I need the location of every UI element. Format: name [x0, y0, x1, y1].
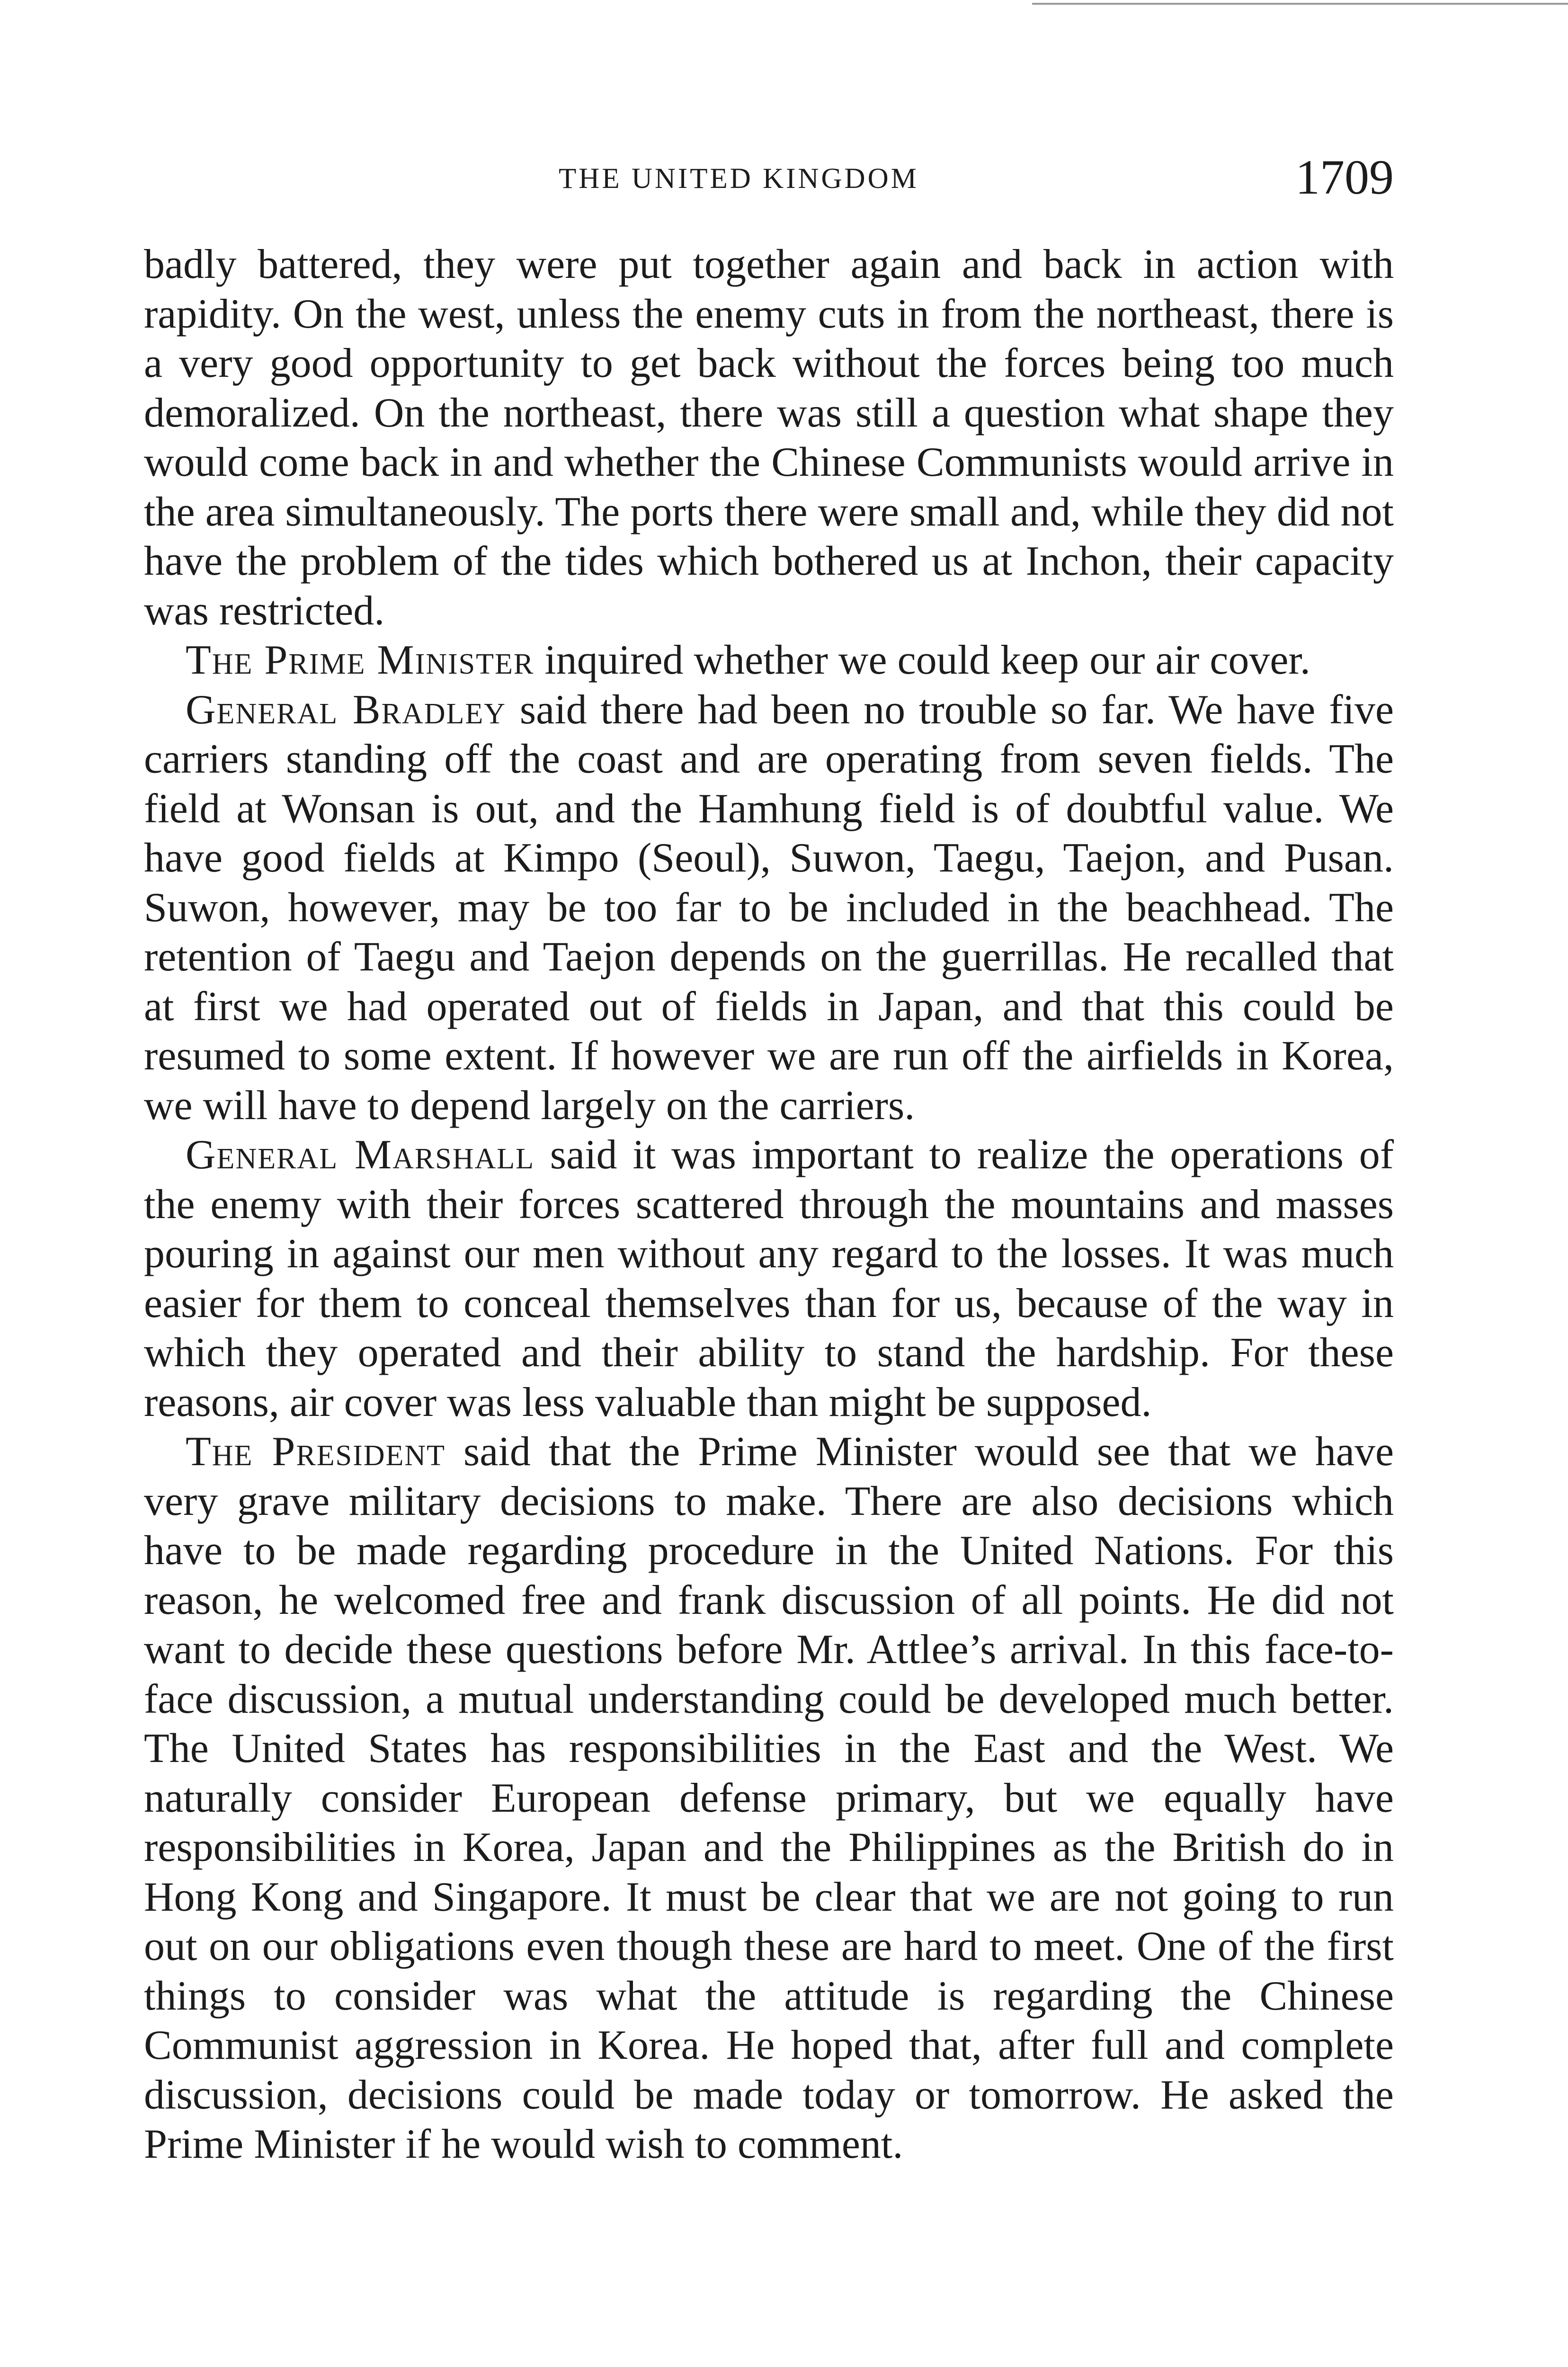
speaker-name: The Prime Minister — [186, 637, 535, 683]
paragraph-prime-minister — [144, 636, 1394, 685]
paragraph-text: said it was important to realize the operations of the enemy with their forces scattered through the mountains and masses pouring in against our men without any regard to the losses. It was much easier for them to conceal themselves than for us, because of the way in which they operated and their ability to stand the hardship. For these reasons, air cover was less valuable than might be supposed. — [144, 1132, 1394, 1425]
running-title: THE UNITED KINGDOM — [559, 163, 919, 195]
speaker-name: The President — [186, 1429, 446, 1475]
speaker-name: General Marshall — [186, 1132, 535, 1178]
paragraph-text: said that the Prime Minister would see that we have very grave military decisions to make. There are also decisions which have to be made regarding procedure in the United Nations. For this reason, he welcomed free and frank discussion of all points. He did not want to decide these questions before Mr. Attlee’s arrival. In this face-to-face discussion, a mutual understanding could be developed much better. The United States has responsibilities in the East and the West. We naturally consider European defense primary, but we equally have responsibilities in Korea, Japan and the Philippines as the British do in Hong Kong and Singapore. It must be clear that we are not going to run out on our obligations even though these are hard to meet. One of the first things to consider was what the attitude is regarding the Chinese Communist aggression in Korea. He hoped that, after full and complete discussion, decisions could be made today or tomorrow. He asked the Prime Minister if he would wish to comment. — [144, 1429, 1394, 2167]
page-number: 1709 — [1295, 150, 1394, 205]
paragraph-text: said there had been no trouble so far. We have five carriers standing off the coast and are operating from seven fields. The field at Wonsan is out, and the Hamhung field is of doubtful value. We have good fields at Kimpo (Seoul), Suwon, Taegu, Taejon, and Pusan. Suwon, however, may be too far to be included in the beachhead. The retention of Taegu and Taejon depends on the guerrillas. He recalled that at first we had operated out of fields in Japan, and that this could be resumed to some extent. If however we are run off the airfields in Korea, we will have to depend largely on the carriers. — [144, 686, 1394, 1129]
paragraph-text: inquired whether we could keep our air cover. — [534, 637, 1310, 683]
paragraph-president — [144, 1427, 1394, 2170]
paragraph-general-marshall — [144, 1130, 1394, 1427]
running-head — [0, 149, 1568, 206]
body-text — [144, 240, 1394, 2170]
scan-edge-rule — [1032, 3, 1568, 5]
paragraph-general-bradley — [144, 685, 1394, 1131]
paragraph-continuation — [144, 240, 1394, 636]
speaker-name: General Bradley — [186, 686, 507, 733]
paragraph-text: badly battered, they were put together again and back in action with rapidity. On the west, unless the enemy cuts in from the northeast, there is a very good opportunity to get back without the forces being too much demoralized. On the northeast, there was still a question what shape they would come back in and whether the Chinese Communists would arrive in the area simultaneously. The ports there were small and, while they did not have the problem of the tides which bothered us at Inchon, their capacity was restricted. — [144, 241, 1394, 634]
